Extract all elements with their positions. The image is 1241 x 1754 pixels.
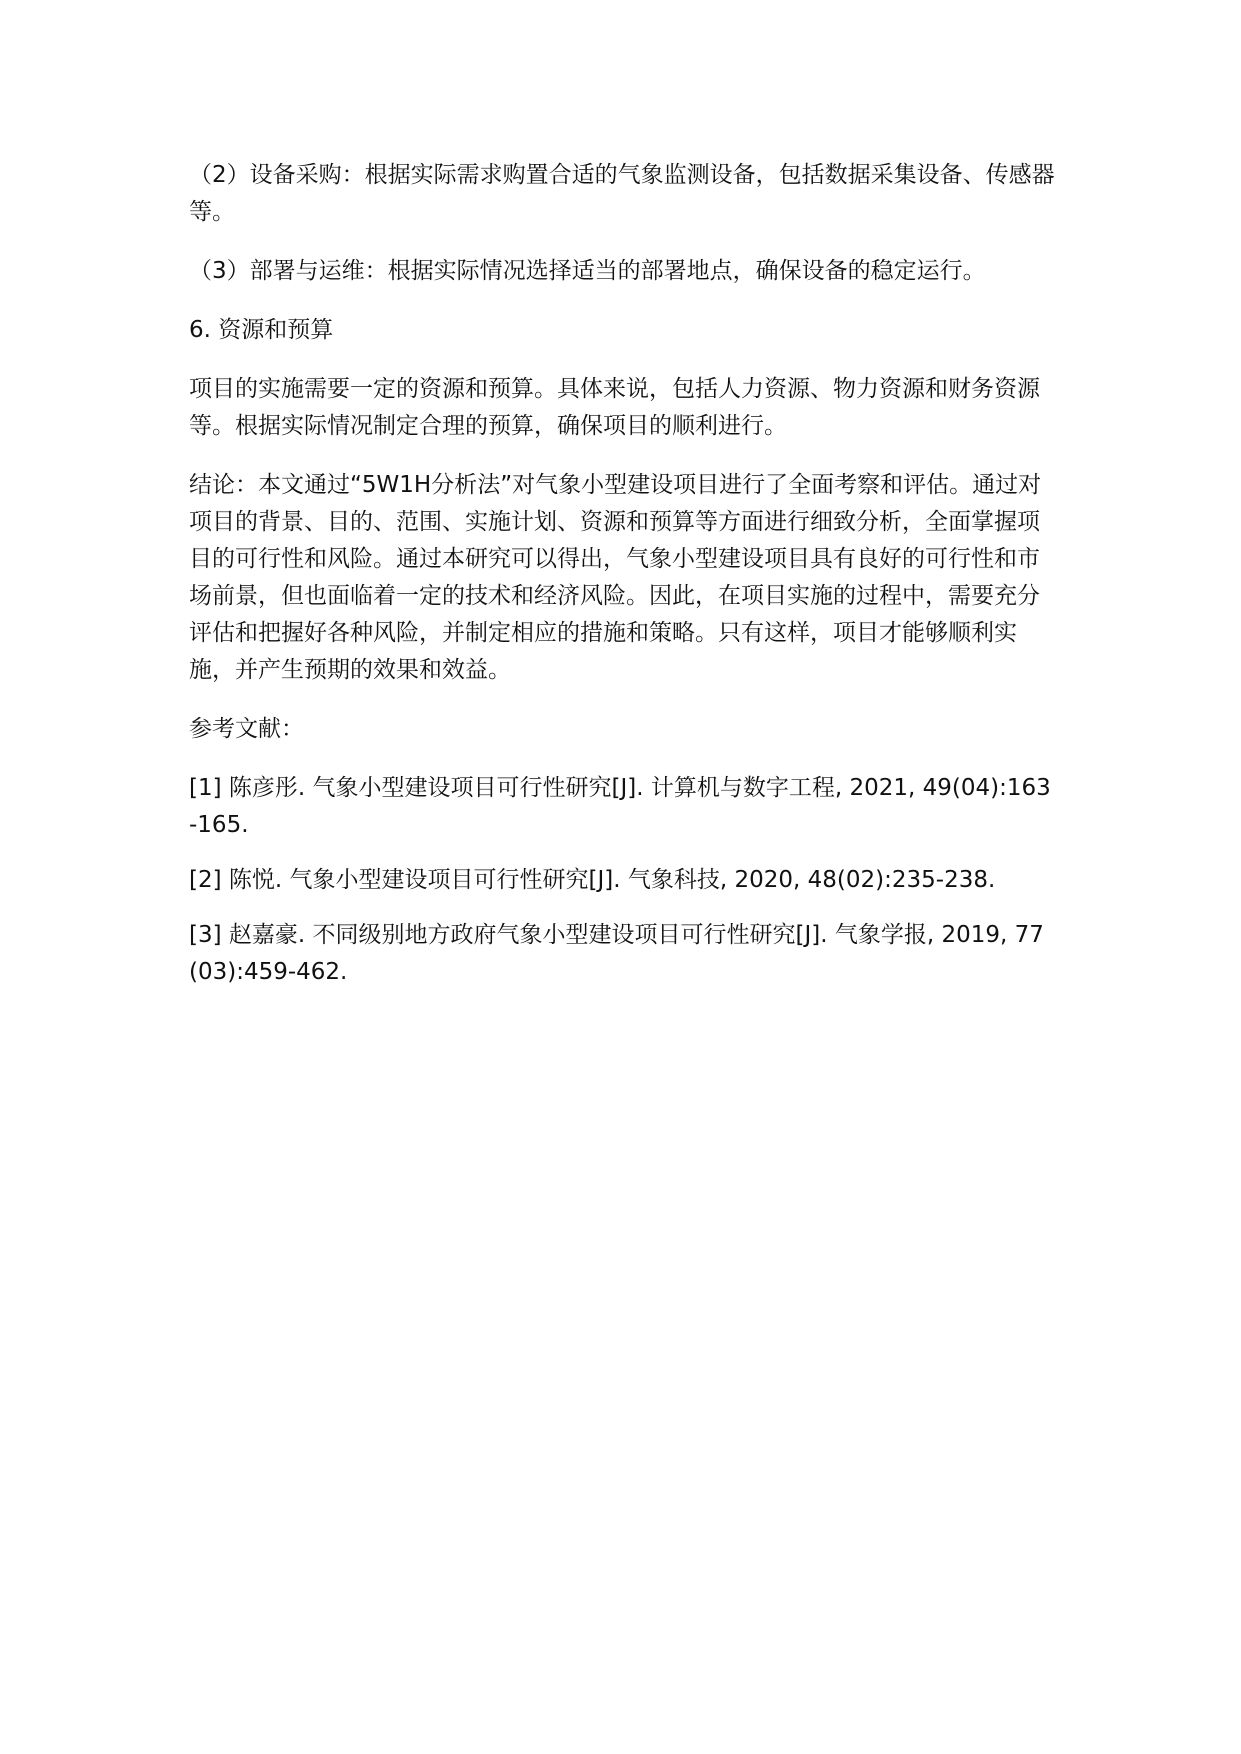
- reference-item: [3] 赵嘉豪. 不同级别地方政府气象小型建设项目可行性研究[J]. 气象学报, 2019, 77(03):459-462.: [189, 922, 1044, 985]
- paragraph-equipment-procurement: （2）设备采购：根据实际需求购置合适的气象监测设备，包括数据采集设备、传感器等。: [189, 162, 1055, 225]
- paragraph-conclusion: 结论：本文通过“5W1H分析法”对气象小型建设项目进行了全面考察和评估。通过对项目的背景、目的、范围、实施计划、资源和预算等方面进行细致分析，全面掌握项目的可行性和风险。通过本研究可以得出，气象小型建设项目具有良好的可行性和市场前景，但也面临着一定的技术和经济风险。因此，在项目实施的过程中，需要充分评估和把握好各种风险，并制定相应的措施和策略。只有这样，项目才能够顺利实施，并产生预期的效果和效益。: [189, 472, 1042, 683]
- paragraph-resources-budget: 项目的实施需要一定的资源和预算。具体来说，包括人力资源、物力资源和财务资源等。根据实际情况制定合理的预算，确保项目的顺利进行。: [189, 376, 1040, 439]
- document-body: [189, 157, 1057, 1009]
- paragraph-deployment-maintenance: （3）部署与运维：根据实际情况选择适当的部署地点，确保设备的稳定运行。: [189, 258, 986, 284]
- references-heading: 参考文献：: [189, 716, 304, 742]
- section-heading-resources-budget: 6. 资源和预算: [189, 317, 334, 343]
- reference-item: [2] 陈悦. 气象小型建设项目可行性研究[J]. 气象科技, 2020, 48(02):235-238.: [189, 867, 996, 893]
- reference-item: [1] 陈彦彤. 气象小型建设项目可行性研究[J]. 计算机与数字工程, 2021, 49(04):163-165.: [189, 775, 1051, 838]
